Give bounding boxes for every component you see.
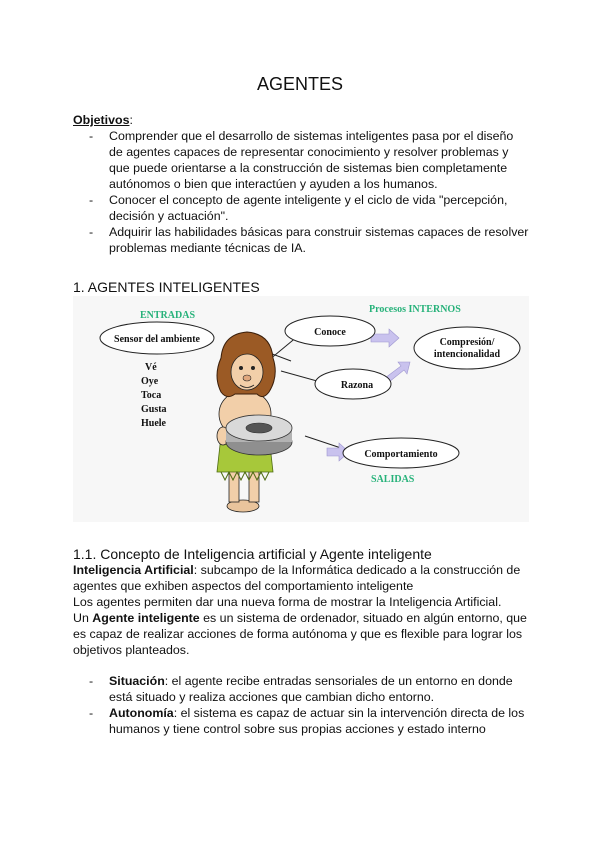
ia-definition-text1: : subcampo de la Informática dedicado a la construcción de bbox=[193, 563, 521, 577]
comprension-ellipse bbox=[414, 327, 520, 369]
property-text: : el sistema es capaz de actuar sin la intervención directa de los humanos y tiene control sobre sus propias acciones y estado interno bbox=[109, 706, 525, 736]
section11-body bbox=[73, 562, 533, 658]
connector-line bbox=[305, 436, 341, 448]
ia-definition-line1 bbox=[73, 562, 533, 578]
ia-definition-line2: agentes que exhiben aspectos del comportamiento inteligente bbox=[73, 579, 414, 593]
agent-definition-line1 bbox=[73, 610, 533, 626]
properties-list-container bbox=[73, 673, 529, 737]
agent-prefix: Un bbox=[73, 611, 93, 625]
objectives-list-container bbox=[73, 128, 529, 256]
agents-paragraph: Los agentes permiten dar una nueva forma de mostrar la Inteligencia Artificial. bbox=[73, 595, 502, 609]
objective-item-2: - Conocer el concepto de agente inteligente y el ciclo de vida "percepción, decisión y actuación". bbox=[73, 192, 529, 224]
comprension-label-line2: intencionalidad bbox=[433, 349, 501, 360]
property-text: : el agente recibe entradas sensoriales de un entorno en donde está situado y realiza acciones que cambian dicho entorno. bbox=[109, 674, 513, 704]
agent-definition-line2: es capaz de realizar acciones de forma autónoma y que es flexible para lograr los bbox=[73, 627, 523, 641]
objectives-heading: Objetivos bbox=[73, 113, 130, 127]
properties-list bbox=[73, 673, 529, 737]
procesos-internos-label: Procesos INTERNOS bbox=[369, 304, 461, 315]
comprension-label-line1: Compresión/ bbox=[439, 337, 495, 348]
agent-diagram bbox=[73, 296, 529, 522]
objective-item-1: - Comprender que el desarrollo de sistemas inteligentes pasa por el diseño de agentes capaces de representar conocimiento y resolver problemas y que puede orientarse a la construcción de sistemas bien completamente autónomos o bien que interactúen y ayuden a los humanos. bbox=[73, 128, 529, 192]
property-term: Autonomía bbox=[109, 706, 174, 720]
property-autonomia bbox=[73, 705, 529, 737]
razona-label: Razona bbox=[340, 380, 374, 391]
sense-oye: Oye bbox=[141, 376, 159, 387]
sense-ve: Vé bbox=[145, 362, 157, 373]
objectives-heading-line bbox=[73, 112, 533, 128]
objective-item-3: - Adquirir las habilidades básicas para construir sistemas capaces de resolver problemas mediante técnicas de IA. bbox=[73, 224, 529, 256]
agent-term: Agente inteligente bbox=[92, 611, 200, 625]
entradas-label: ENTRADAS bbox=[140, 310, 196, 321]
sense-gusta: Gusta bbox=[141, 404, 167, 415]
sense-huele: Huele bbox=[141, 418, 166, 429]
conoce-label: Conoce bbox=[314, 327, 346, 338]
comportamiento-label: Comportamiento bbox=[364, 449, 438, 460]
objectives-list bbox=[73, 128, 529, 256]
salidas-label: SALIDAS bbox=[371, 474, 415, 485]
property-situacion bbox=[73, 673, 529, 705]
section-heading-agentes-inteligentes: 1. AGENTES INTELIGENTES bbox=[73, 279, 260, 295]
sensor-label: Sensor del ambiente bbox=[114, 334, 200, 345]
sense-toca: Toca bbox=[141, 390, 162, 401]
stone-wheel-icon bbox=[226, 415, 292, 455]
agent-definition-text1: es un sistema de ordenador, situado en algún entorno, que bbox=[199, 611, 527, 625]
page-title: AGENTES bbox=[256, 74, 344, 94]
property-term: Situación bbox=[109, 674, 165, 688]
ia-term: Inteligencia Artificial bbox=[73, 563, 194, 577]
agent-diagram-svg bbox=[73, 296, 529, 522]
section-heading-concepto: 1.1. Concepto de Inteligencia artificial y Agente inteligente bbox=[73, 546, 432, 562]
agent-definition-line3: objetivos planteados. bbox=[73, 643, 190, 657]
objectives-colon: : bbox=[129, 113, 133, 127]
